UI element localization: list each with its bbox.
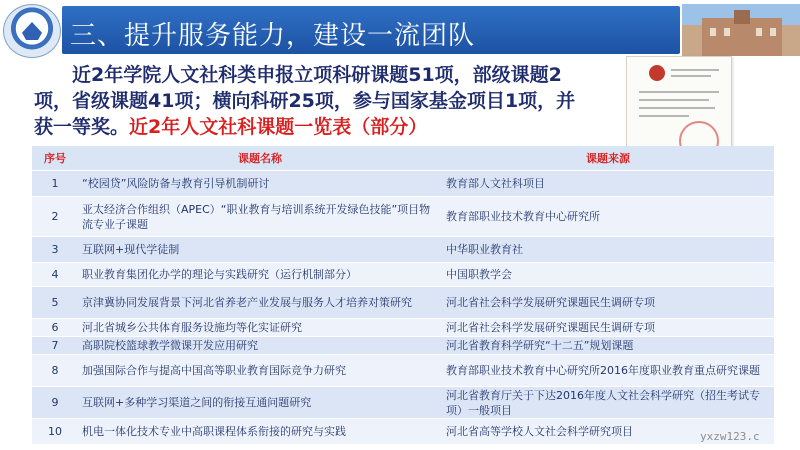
table-row [32,263,774,287]
row-source: 河北省教育科学研究“十二五”规划课题 [442,337,774,355]
row-source: 河北省高等学校人文社会科学研究项目 [442,419,774,445]
row-name: 互联网+现代学徒制 [78,237,442,263]
table-row [32,197,774,237]
table-row [32,387,774,419]
watermark: yxzw123.c [700,430,760,443]
row-source: 中国职教学会 [442,263,774,287]
row-source: 河北省社会科学发展研究课题民生调研专项 [442,319,774,337]
logo-emblem-icon [22,22,42,40]
row-name: 京津冀协同发展背景下河北省养老产业发展与服务人才培养对策研究 [78,287,442,319]
title-bar [62,6,680,54]
header-name: 课题名称 [78,146,442,171]
row-name: 亚太经济合作组织（APEC）“职业教育与培训系统开发绿色技能”项目物流专业子课题 [78,197,442,237]
table-row [32,237,774,263]
building-window [770,28,776,36]
page-title: 三、提升服务能力，建设一流团队 [70,21,476,51]
building-window [710,28,716,36]
row-source: 教育部职业技术教育中心研究所2016年度职业教育重点研究课题 [442,355,774,387]
row-no: 8 [32,355,78,387]
row-name: “校园贷”风险防备与教育引导机制研讨 [78,171,442,197]
table-row [32,287,774,319]
certificate-emblem-icon [649,65,665,81]
row-no: 10 [32,419,78,445]
certificate-line [639,115,689,117]
intro-text: 近2年学院人文社科类申报立项科研课题51项，部级课题2项，省级课题41项；横向科研25项，参与国家基金项目1项，并获一等奖。 [34,64,576,138]
header [0,0,800,60]
header-source: 课题来源 [442,146,774,171]
table-row [32,319,774,337]
projects-table [32,146,774,445]
row-name: 加强国际合作与提高中国高等职业教育国际竞争力研究 [78,355,442,387]
row-no: 6 [32,319,78,337]
certificate-line [671,75,711,77]
building-tower [734,10,750,24]
row-name: 高职院校篮球教学微课开发应用研究 [78,337,442,355]
row-name: 机电一体化技术专业中高职课程体系衔接的研究与实践 [78,419,442,445]
table-row [32,355,774,387]
row-name: 互联网+多种学习渠道之间的衔接互通问题研究 [78,387,442,419]
intro-paragraph [34,62,594,140]
table-row [32,419,774,445]
row-no: 3 [32,237,78,263]
certificate-line [639,91,719,93]
row-source: 中华职业教育社 [442,237,774,263]
row-no: 9 [32,387,78,419]
school-logo [3,4,61,58]
table-row [32,337,774,355]
row-no: 5 [32,287,78,319]
campus-building-image [682,4,800,56]
row-source: 河北省社会科学发展研究课题民生调研专项 [442,287,774,319]
table-header-row [32,146,774,171]
row-name: 河北省城乡公共体育服务设施均等化实证研究 [78,319,442,337]
certificate-line [639,107,715,109]
certificate-line [671,69,719,71]
row-no: 4 [32,263,78,287]
building-window [724,28,730,36]
row-no: 2 [32,197,78,237]
table-row [32,171,774,197]
building-window [756,28,762,36]
row-no: 1 [32,171,78,197]
certificate-line [639,99,709,101]
header-no: 序号 [32,146,78,171]
row-source: 河北省教育厅关于下达2016年度人文社会科学研究（招生考试专项）一般项目 [442,387,774,419]
row-source: 教育部职业技术教育中心研究所 [442,197,774,237]
row-source: 教育部人文社科项目 [442,171,774,197]
row-name: 职业教育集团化办学的理论与实践研究（运行机制部分） [78,263,442,287]
table-caption: 近2年人文社科课题一览表（部分） [129,116,428,138]
row-no: 7 [32,337,78,355]
